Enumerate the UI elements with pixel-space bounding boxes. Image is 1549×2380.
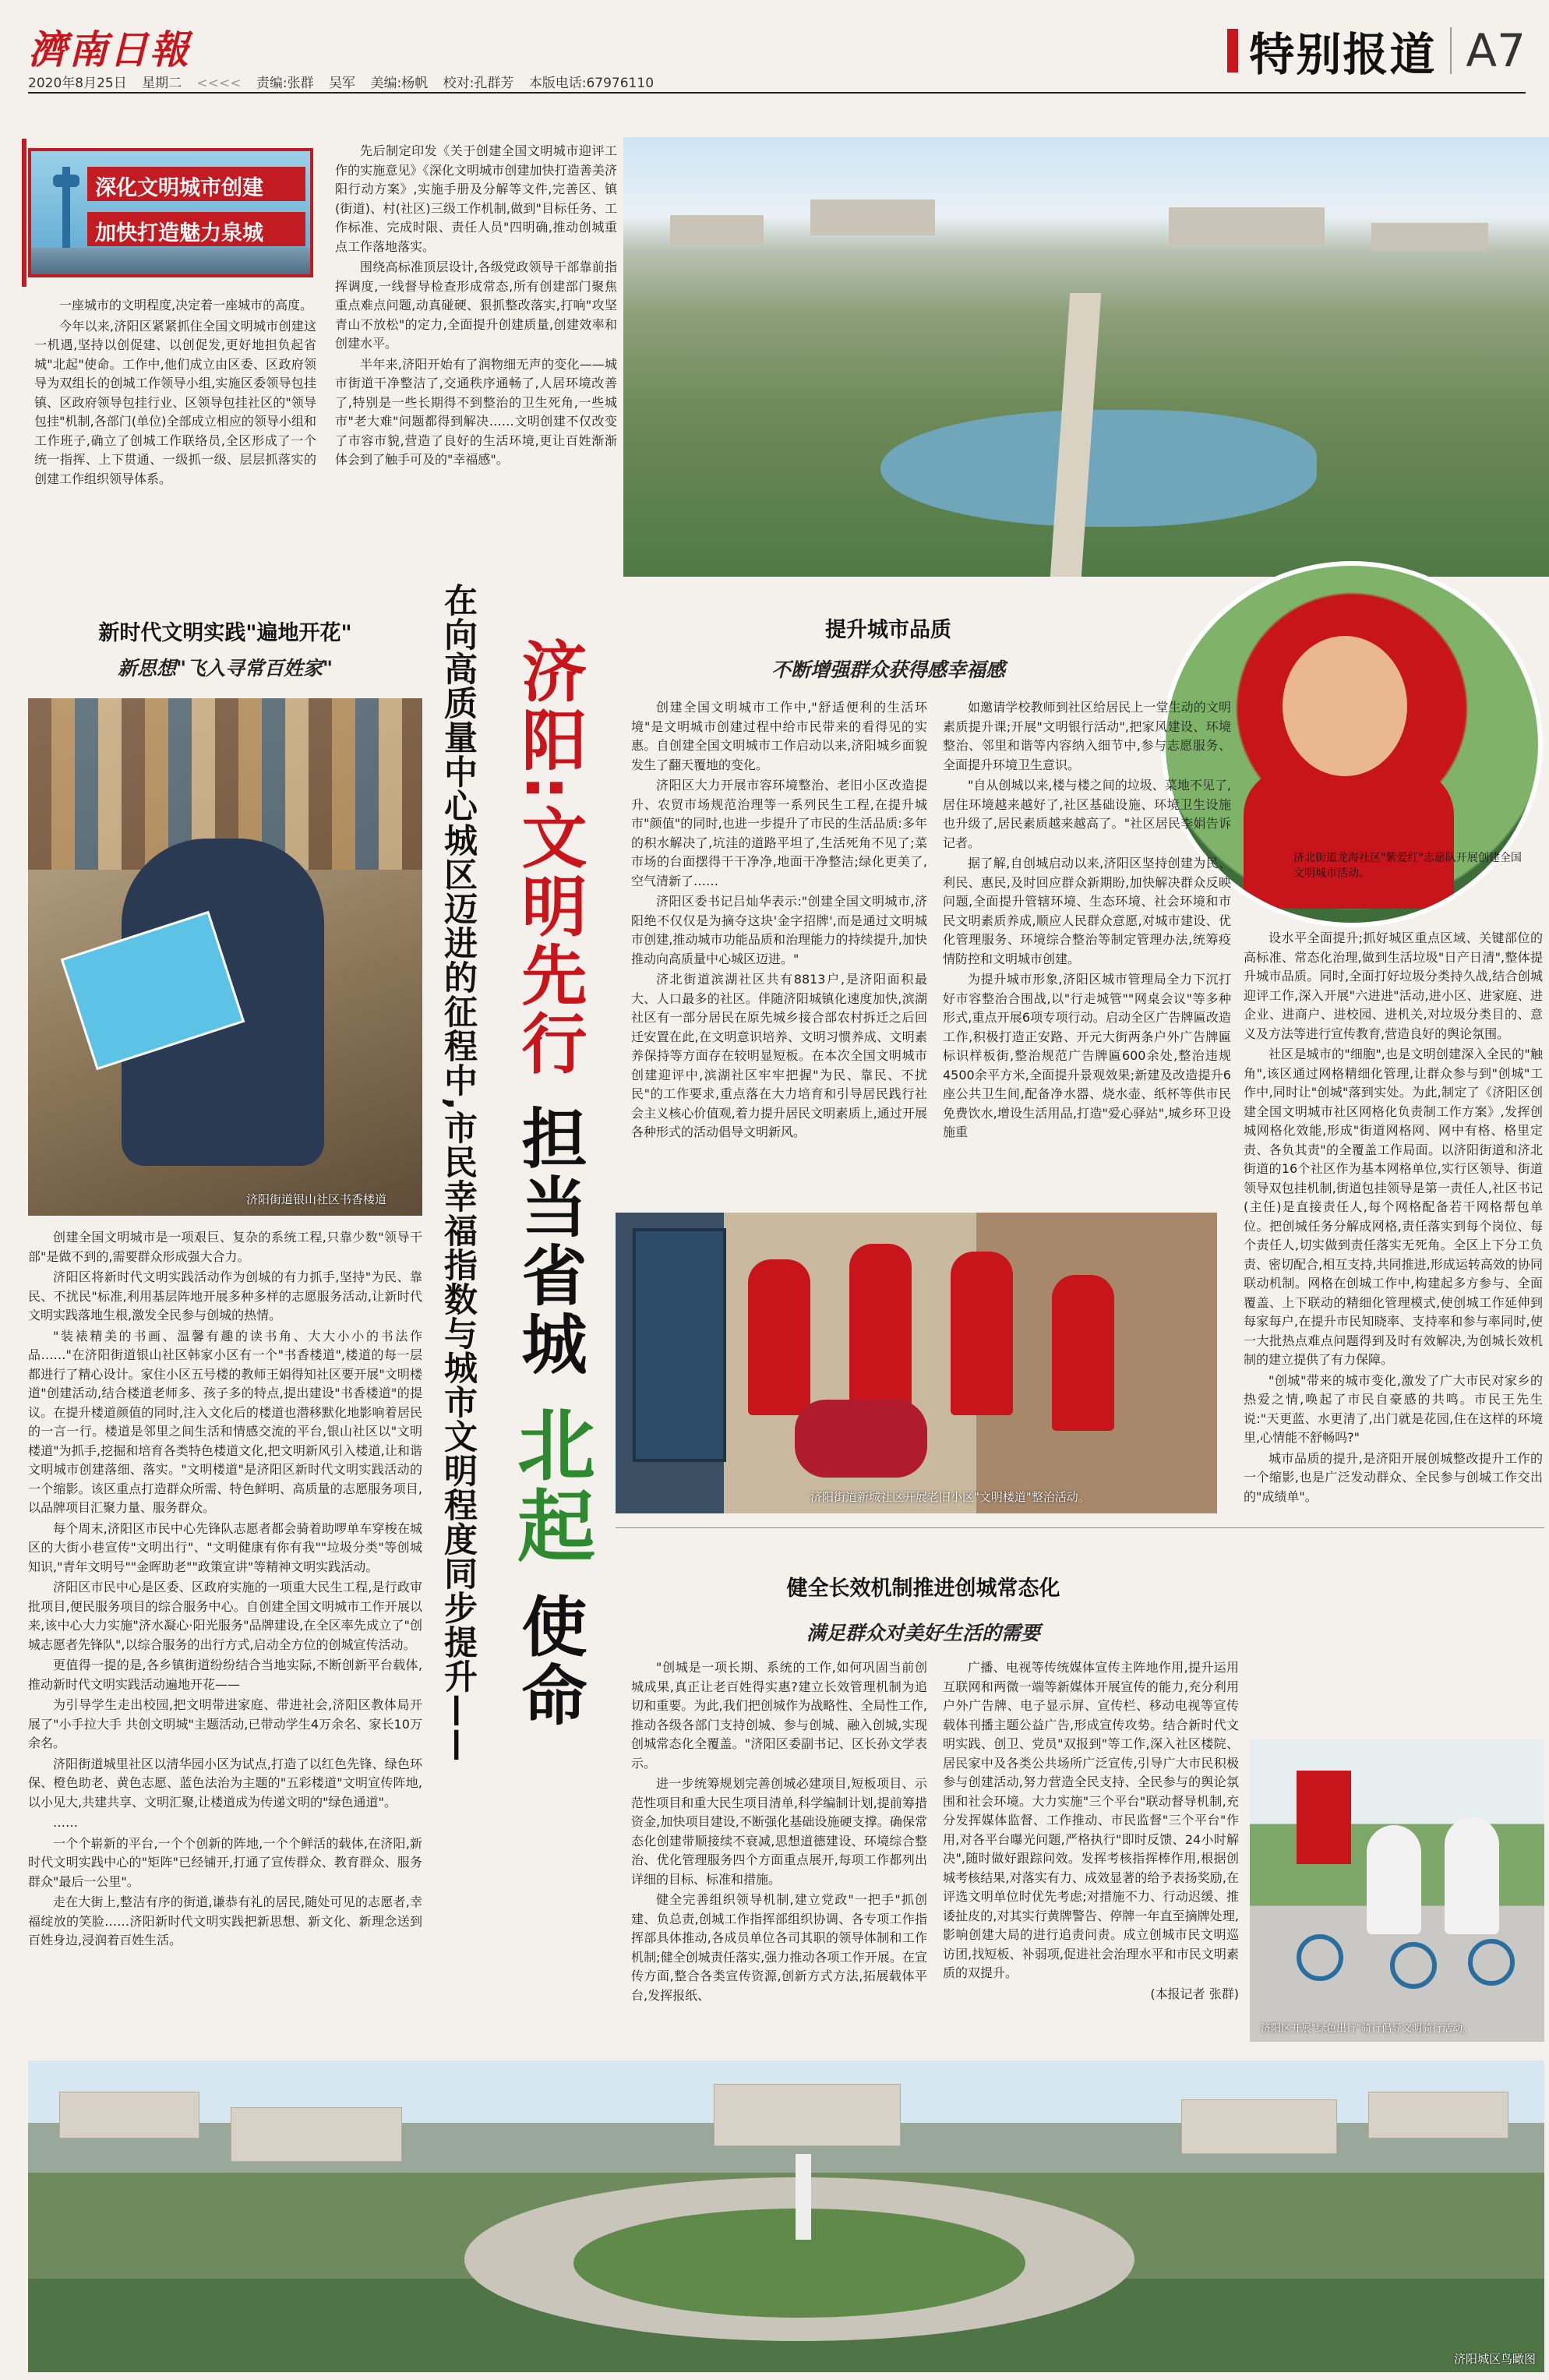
lake: [880, 410, 1317, 527]
photo-caption: 济阳区开展"绿色出行"骑行倡导文明骑行活动。: [1261, 2023, 1473, 2035]
body-paragraph: 济阳区将新时代文明实践活动作为创城的有力抓手,坚持"为民、靠民、不扰民"标准,利用基层阵地开展多种多样的志愿服务活动,让新时代文明实践落地生根,激发全民参与创城的热情。: [28, 1269, 422, 1322]
volunteer-vest: [1244, 768, 1454, 909]
body-paragraph: 走在大街上,整洁有序的街道,谦恭有礼的居民,随处可见的志愿者,幸福绽放的笑脸……济阳新时代文明实践把新思想、新文化、新理念送到百姓身边,浸润着百姓生活。: [28, 1894, 422, 1947]
body-paragraph: 设水平全面提升;抓好城区重点区域、关键部位的高标准、常态化治理,做到生活垃圾"日产日清",整体提升城市品质。同时,全面打好垃圾分类持久战,结合创城迎评工作,深入开展"六进进"活动,进小区、进家庭、进企业、进商户、进校园、进机关,对垃圾分类目的、意义及方法等进行宣传教育,营造良好的舆论氛围。: [1244, 930, 1543, 1041]
section1-heading: 新时代文明实践"遍地开花": [98, 621, 352, 645]
building: [714, 2084, 901, 2146]
intro-paragraph: 半年来,济阳开始有了润物细无声的变化——城市街道干净整洁了,交通秩序通畅了,人居环境改善了,特别是一些长期得不到整治的卫生死角,一些城市"老大难"问题都得到解决……文明创建不仅改变了市容市貌,营造了良好的生活环境,更让百姓渐渐体会到了触手可及的"幸福感"。: [335, 356, 617, 467]
cyclist: [1445, 1817, 1499, 1934]
section-mark: [1227, 29, 1238, 72]
photo-caption: 济阳街道新城社区开展老旧小区"文明楼道"整治活动。: [810, 1490, 1090, 1504]
body-paragraph: 济阳街道城里社区以清华园小区为试点,打造了以红色先锋、绿色环保、橙色助老、黄色志愿、蓝色法治为主题的"五彩楼道"文明宣传阵地,以小见大,共建共享、文明汇聚,让楼道成为传递文明的"绿色通道"。: [28, 1756, 422, 1810]
body-paragraph: ……: [53, 1815, 78, 1830]
chevron-decoration: <<<<: [196, 76, 242, 91]
body-paragraph: "装裱精美的书画、温馨有趣的读书角、大大小小的书法作品……"在济阳街道银山社区韩家小区有一个"书香楼道",楼道的每一层都进行了精心设计。家住小区五号楼的教师王娟得知社区要开展"文明楼道"创建活动,结合楼道老师多、孩子多的特点,提出建设"书香楼道"的提议。在提升楼道颜值的同时,注入文化后的楼道也潜移默化地影响着居民的一言一行。楼道是邻里之间生活和情感交流的平台,银山社区以"文明楼道"为抓手,挖掘和培育各类特色楼道文化,把文明新风引入楼道,让和谐文明城市创建落细、落实。"文明楼道"是济阳区新时代文明实践活动的一个缩影。该区重点打造群众所需、特色鲜明、高质量的志愿服务项目,以品牌项目汇聚力量、服务群众。: [28, 1328, 422, 1515]
body-paragraph: 城市品质的提升,是济阳开展创城整改提升工作的一个缩影,也是广泛发动群众、全民参与创城工作交出的"成绩单"。: [1244, 1450, 1543, 1504]
building: [1169, 207, 1325, 246]
byline: (本报记者 张群): [1150, 1986, 1239, 2001]
headline-highlight: 北起: [504, 1404, 595, 1567]
body-paragraph: 据了解,自创城启动以来,济阳区坚持创建为民、利民、惠民,及时回应群众新期盼,加快解决群众反映问题,全面提升管辖环境、生态环境、社会环境和市民文明素质养成,顺应人民群众意愿,对城市建设、优化管理服务、环境综合整治等制定管理办法,统筹疫情防控和文明城市创建。: [943, 856, 1231, 966]
body-paragraph: 济阳区大力开展市容环境整治、老旧小区改造提升、农贸市场规范治理等一系列民生工程,在提升城市"颜值"的同时,也进一步提升了市民的生活品质:多年的积水解决了,坑洼的道路平坦了,生活死角不见了;菜市场的台面摆得干干净净,地面干净整洁;绿化更美了,空气清新了……: [631, 778, 927, 888]
section-divider: [1450, 27, 1452, 74]
headline-part: 使命: [511, 1592, 587, 1730]
banner-line-1: 深化文明城市创建: [87, 167, 305, 201]
child-face: [1283, 636, 1407, 776]
section2-subheading: 不断增强群众获得感幸福感: [771, 659, 1005, 681]
intro-column-1: [34, 296, 316, 538]
issue-date: 2020年8月25日: [28, 76, 127, 91]
section2-column-3: [1244, 929, 1543, 1545]
volunteer: [951, 1252, 1013, 1415]
aerial-photo-city-lake: [623, 137, 1549, 577]
intro-paragraph: 今年以来,济阳区紧紧抓住全国文明城市创建这一机遇,坚持以创促建、以创促发,更好地担负起省城"北起"使命。工作中,他们成立由区委、区政府领导为双组长的创城工作领导小组,实施区委领导包挂镇、区政府领导包挂行业、区领导包挂社区的"领导包挂"机制,各部门(单位)全部成立相应的领导小组和工作班子,确立了创城工作联络员,全区形成了一个统一指挥、上下贯通、一级抓一级、层层抓落实的创建工作组织领导体系。: [34, 318, 316, 486]
section1-body: [28, 1228, 422, 2046]
aerial-photo-city-plaza: [28, 2060, 1544, 2372]
page-number: A7: [1466, 24, 1526, 77]
building: [1371, 223, 1488, 251]
subtitle-vertical: 在向高质量中心城区迈进的征程中,市民幸福指数与城市文明程度同步提升——: [439, 583, 478, 1763]
section2-column-1: [631, 698, 927, 1205]
photo-caption: 济阳街道银山社区书香楼道: [246, 1192, 387, 1206]
body-paragraph: 为提升城市形象,济阳区城市管理局全力下沉打好市容整治合围战,以"行走城管""网桌会议"等多种形式,重点开展6项专项行动。启动全区广告牌匾改造工作,积极打造正安路、开元大街两条户外广告牌匾标识样板街,整治规范广告牌匾600余处,整治违规4500余平方米,全面提升景观效果;新建及改造提升6座公共卫生间,配备净水器、烧水壶、纸杯等供市民免费饮水,增设生活用品,打造"爱心驿站",城乡环卫设施重: [943, 972, 1231, 1139]
building: [810, 200, 935, 235]
intro-paragraph: 一座城市的文明程度,决定着一座城市的高度。: [59, 298, 313, 313]
banner-accent-bar: [22, 139, 26, 287]
section-label: [1227, 23, 1526, 81]
section-title: 特别报道: [1249, 28, 1437, 81]
body-paragraph: 一个个崭新的平台,一个个创新的阵地,一个个鲜活的载体,在济阳,新时代文明实践中心的"矩阵"已经铺开,打通了宣传群众、教育群众、服务群众"最后一公里"。: [28, 1835, 422, 1889]
building: [231, 2107, 402, 2162]
body-paragraph: 创建全国文明城市是一项艰巨、复杂的系统工程,只靠少数"领导干部"是做不到的,需要群众形成强大合力。: [28, 1230, 422, 1264]
scooter: [795, 1400, 927, 1478]
body-paragraph: 济阳区市民中心是区委、区政府实施的一项重大民生工程,是行政审批项目,便民服务项目的综合服务中心。自创建全国文明城市工作开展以来,该中心大力实施"济水凝心·阳光服务"品牌建设,在全区率先成立了"创城志愿者先锋队",以综合服务的出行方式,启动全方位的创城宣传活动。: [28, 1580, 422, 1652]
body-paragraph: 广播、电视等传统媒体宣传主阵地作用,提升运用互联网和两微一端等新媒体开展宣传的能力,充分利用户外广告牌、电子显示屏、宣传栏、移动电视等宣传载体刊播主题公益广告,形成宣传攻势。结合新时代文明实践、创卫、党员"双报到"等工作,深入社区楼院、居民家中及各类公共场所广泛宣传,引导广大市民积极参与创建活动,努力营造全民支持、全民参与的舆论氛围和社会环境。大力实施"三个平台"联动督导机制,充分发挥媒体监督、工作推动、市民监督"三个平台"作用,对各平台曝光问题,严格执行"即时反馈、24小时解决",随时做好跟踪问效。发挥考核指挥棒作用,根据创城考核结果,对落实有力、成效显著的给予表扬奖励,在评选文明单位时优先考虑;对措施不力、行动迟缓、推诿扯皮的,对其实行黄牌警告、停牌一年直至摘牌处理,影响创建大局的进行追责问责。成立创城市民文明巡访团,找短板、补弱项,促进社会治理水平和市民文明素质的双提升。: [943, 1660, 1239, 1980]
intro-column-2: [335, 142, 617, 544]
section3-column-1: [631, 1658, 927, 2045]
door: [633, 1228, 726, 1462]
bike-wheel: [1297, 1934, 1343, 1981]
body-paragraph: "自从创城以来,楼与楼之间的垃圾、菜地不见了,居住环境越来越好了,社区基础设施、环境卫生设施也升级了,居民素质越来越高了。"社区居民李娟告诉记者。: [943, 778, 1231, 850]
issue-info: [28, 72, 665, 91]
section2-heading: 提升城市品质: [825, 618, 951, 642]
body-paragraph: "创城"带来的城市变化,激发了广大市民对家乡的热爱之情,唤起了市民自豪感的共鸣。市民王先生说:"天更蓝、水更清了,出门就是花园,住在这样的环境里,心情能不舒畅吗?": [1244, 1372, 1543, 1445]
headline-part: 济阳:文明先行: [511, 637, 587, 1079]
section3-subheading: 满足群众对美好生活的需要: [806, 1622, 1040, 1644]
bike-wheel: [1390, 1942, 1437, 1989]
designer-credit: 美编:杨帆: [370, 76, 429, 91]
building: [1181, 2099, 1337, 2154]
body-paragraph: 更值得一提的是,各乡镇街道纷纷结合当地实际,不断创新平台载体,推动新时代文明实践活动遍地开花——: [28, 1658, 422, 1692]
desk-phone: 本版电话:67976110: [528, 76, 655, 91]
building: [1368, 2092, 1508, 2138]
body-paragraph: 济北街道滨湖社区共有8813户,是济阳面积最大、人口最多的社区。伴随济阳城镇化速度加快,滨湖社区有一部分居民在原先城乡接合部农村拆迁之后回迁安置在此,在文明意识培养、文明习惯养成、文明素养保持等方面存在较明显短板。在本次全国文明城市创建迎评中,滨湖社区牢牢把握"为民、靠民、不扰民"的工作要求,重点落在大力培育和引导居民践行社会主义核心价值观,着力提升居民文明素质上,通过开展各种形式的活动倡导文明新风。: [631, 972, 927, 1139]
issue-weekday: 星期二: [142, 76, 182, 91]
monument: [796, 2154, 811, 2240]
body-paragraph: 如邀请学校教师到社区给居民上一堂生动的文明素质提升课;开展"文明银行活动",把家风建设、环境整治、邻里和谐等内容纳入细节中,参与志愿服务、全面提升环境卫生意识。: [943, 700, 1231, 772]
photo-boy-reading: [28, 698, 422, 1216]
volunteer: [748, 1259, 810, 1415]
volunteer: [849, 1244, 912, 1415]
headline-vertical: [504, 637, 595, 1730]
header-rule: [28, 92, 1526, 94]
section-divider: [616, 1527, 1544, 1528]
proof-credit: 校对:孔群芳: [443, 76, 514, 91]
body-paragraph: 创建全国文明城市工作中,"舒适便利的生活环境"是文明城市创建过程中给市民带来的看得见的实惠。自创建全国文明城市工作启动以来,济阳城乡面貌发生了翻天覆地的变化。: [631, 700, 927, 772]
cyclist: [1367, 1825, 1421, 1934]
intro-paragraph: 先后制定印发《关于创建全国文明城市迎评工作的实施意见》《深化文明城市创建加快打造善美济阳行动方案》,实施手册及分解等文件,完善区、镇(街道)、村(社区)三级工作机制,做到"目标任务、工作标准、完成时限、责任人员"四明确,推动创城重点工作落地落实。: [335, 143, 617, 254]
body-paragraph: 每个周末,济阳区市民中心先锋队志愿者都会骑着助啰单车穿梭在城区的大街小巷宣传"文明出行"、"文明健康有你有我""垃圾分类"等创城知识,"青年文明号""金晖助老""政策宣讲"等精神文明实践活动。: [28, 1520, 422, 1574]
section1-subheading: 新思想"飞入寻常百姓家": [117, 657, 333, 680]
section3-column-2: [943, 1658, 1239, 2045]
section3-heading: 健全长效机制推进创城常态化: [786, 1577, 1060, 1601]
red-flag: [1297, 1771, 1351, 1864]
banner-skyline: [31, 248, 310, 274]
banner-line-2: 加快打造魅力泉城: [87, 212, 305, 246]
section2-column-2: [943, 698, 1231, 1205]
headline-part: 担当省城: [511, 1103, 587, 1379]
campaign-banner: [28, 148, 313, 277]
body-paragraph: 进一步统筹规划完善创城必建项目,短板项目、示范性项目和重大民生项目清单,科学编制计划,提前筹措资金,加快项目建设,不断强化基础设施硬支撑。确保常态化创建带顺接续不衰减,思想道德建设、环境综合整治、优化管理服务四个方面重点展开,每项工作都列出详细的目标、标准和措施。: [631, 1776, 927, 1887]
bike-wheel: [1468, 1939, 1515, 1986]
photo-caption: 济北街道龙海社区"紫爱红"志愿队开展创建全国文明城市活动。: [1293, 852, 1522, 880]
body-paragraph: 社区是城市的"细胞",也是文明创建深入全民的"触角",该区通过网格精细化管理,让群众参与到"创城"工作中,同时让"创城"落到实处。为此,制定了《济阳区创建全国文明城市社区网格化负责制工作方案》,发挥创城网格化效能,形成"街道网格网、网中有格、格里定责、各负其责"的全覆盖工作局面。以济阳街道和济北街道的16个社区作为基本网格单位,实行区领导、街道领导双包挂机制,街道包挂领导是第一责任人,社区书记(主任)是直接责任人,每个网格配备若干网格帮包单位。把创城任务分解成网格,责任落实到每个岗位、每个责任人,切实做到责任落实无死角。全区上下分工负责、密切配合,相互支持,共同推进,形成运转高效的协同联动机制。网格在创城工作中,构建起多方参与、全面覆盖、上下联动的精细化管理模式,使创城工作延伸到每家每户,在提升市民知晓率、支持率和参与率同时,使一大批热点难点问题得到及时有效解决,为创城长效机制的建立提供了有力保障。: [1244, 1047, 1543, 1367]
page-header: [0, 0, 1549, 94]
building: [59, 2092, 199, 2138]
photo-caption: 济阳城区鸟瞰图: [1454, 2352, 1537, 2366]
intro-paragraph: 围绕高标准顶层设计,各级党政领导干部靠前指挥调度,一线督导检查形成常态,所有创建部门聚焦重点难点问题,动真碰硬、狠抓整改落实,打响"攻坚青山不放松"的定力,全面提升创建质量,创建效率和创建水平。: [335, 260, 617, 351]
body-paragraph: 健全完善组织领导机制,建立党政"一把手"抓创建、负总责,创城工作指挥部组织协调、各专项工作指挥部具体推动,各成员单位各司其职的领导体制和工作机制;健全创城责任落实,强力推动各项工作开展。在宣传方面,整合各类宣传资源,创新方式方法,拓展载体平台,发挥报纸、: [631, 1892, 927, 2003]
masthead: 濟南日報: [28, 26, 190, 72]
volunteer: [1052, 1275, 1114, 1431]
body-paragraph: 为引导学生走出校园,把文明带进家庭、带进社会,济阳区教体局开展了"小手拉大手 共创文明城"主题活动,已带动学生4万余名、家长10万余名。: [28, 1697, 422, 1750]
photo-cycling-event: [1250, 1739, 1544, 2042]
body-paragraph: 济阳区委书记吕灿华表示:"创建全国文明城市,济阳绝不仅仅是为摘夺这块'金字招牌',而是通过文明城市创建,推动城市功能品质和治理能力的持续提升,加快推动向高质量中心城区迈进。": [631, 894, 927, 966]
building: [670, 215, 764, 246]
body-paragraph: "创城是一项长期、系统的工作,如何巩固当前创城成果,真正让老百姓得实惠?建立长效管理机制为追切和重要。为此,我们把创城作为战略性、全局性工作,推动各级各部门支持创城、参与创城、融入创城,实现创城常态化全覆盖。"济阳区委副书记、区长孙文学表示。: [631, 1660, 927, 1771]
editor-credit: 责编:张群: [256, 76, 314, 91]
editor-credit-2: 吴军: [329, 76, 356, 91]
photo-volunteers-cleanup: [616, 1213, 1217, 1513]
